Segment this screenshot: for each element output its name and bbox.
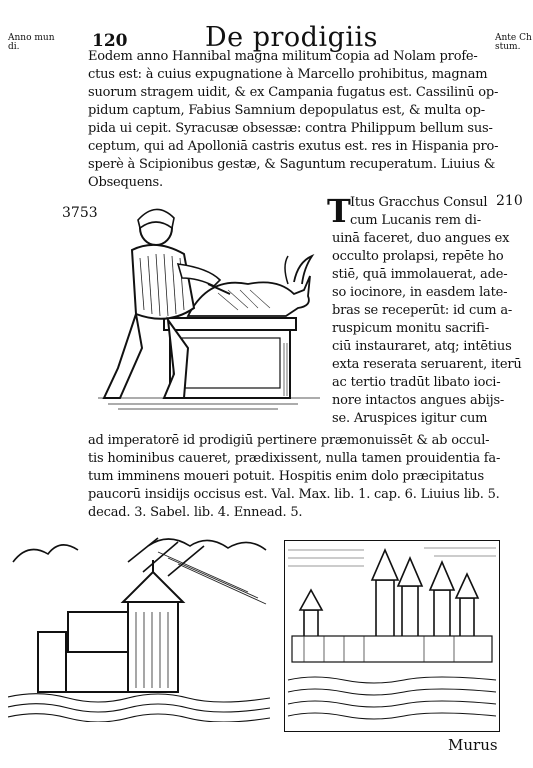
text-line: bras se receperūt: id cum a-	[332, 303, 513, 318]
text-line: suorum stragem uidit, & ex Campania fugatus est. Cassilinū op-	[88, 85, 499, 100]
text-line: se. Aruspices igitur cum	[332, 411, 488, 426]
page-title: De prodigiis	[205, 22, 378, 53]
text-line: tis hominibus caueret, prædixissent, nulla tamen prouidentia fa-	[88, 451, 501, 466]
sacrifice-woodcut-image	[98, 198, 320, 413]
text-line: occulto prolapsi, repēte ho	[332, 249, 504, 264]
text-line: so iocinore, in easdem late-	[332, 285, 508, 300]
text-line: pida ui cepit. Syracusæ obsessæ: contra Philippum bellum sus-	[88, 121, 493, 136]
text-line: ctus est: à cuius expugnatione à Marcello prohibitus, magnam	[88, 67, 488, 82]
year-label-left-line2: di.	[8, 42, 20, 52]
paragraph-2-full-lines	[88, 432, 500, 522]
text-line: sperè à Scipionibus gestæ, & Saguntum recuperatum. Liuius &	[88, 157, 496, 172]
text-line: exta reserata seruarent, iterū	[332, 357, 522, 372]
text-line: nore intactos angues abijs-	[332, 393, 505, 408]
paragraph-2-right-column	[350, 194, 487, 230]
castle-woodcut-image	[8, 532, 270, 722]
city-woodcut-image	[284, 540, 500, 732]
year-label-right-line1: Ante Ch	[495, 33, 532, 43]
margin-year-210: 210	[496, 193, 523, 209]
text-line: paucorū insidijs occisus est. Val. Max. lib. 1. cap. 6. Liuius lib. 5.	[88, 487, 500, 502]
paragraph-1	[88, 48, 498, 192]
text-line: stiē, quā immolauerat, ade-	[332, 267, 508, 282]
year-label-left-line1: Anno mun	[8, 33, 55, 43]
text-line: ac tertio tradūt libato ioci-	[332, 375, 501, 390]
text-line: ceptum, qui ad Apolloniā castris exutus est. res in Hispania pro-	[88, 139, 499, 154]
dropcap-letter: T	[327, 192, 351, 230]
text-line: Itus Gracchus Consul	[350, 195, 488, 210]
text-line: ciū instauraret, atq; intētius	[332, 339, 512, 354]
caption-murus: Murus	[448, 736, 498, 754]
year-label-right-line2: stum.	[495, 42, 521, 52]
text-line: cum Lucanis rem di-	[350, 213, 481, 228]
text-line: tum imminens moueri potuit. Hospitis enim dolo præcipitatus	[88, 469, 484, 484]
margin-year-label-left	[8, 34, 55, 52]
text-line: ad imperatorē id prodigiū pertinere præmonuissēt & ab occul-	[88, 433, 490, 448]
text-line: pidum captum, Fabius Samnium depopulatus est, & multa op-	[88, 103, 485, 118]
text-line: Obsequens.	[88, 175, 163, 190]
text-line: uinā faceret, duo angues ex	[332, 231, 510, 246]
page-number: 120	[92, 31, 128, 51]
text-line: ruspicum monitu sacrifi-	[332, 321, 489, 336]
text-line: decad. 3. Sabel. lib. 4. Ennead. 5.	[88, 505, 303, 520]
text-line: Eodem anno Hannibal magna militum copia ad Nolam profe-	[88, 49, 478, 64]
margin-year-3753: 3753	[62, 205, 98, 221]
margin-year-label-right	[495, 34, 532, 52]
paragraph-2-right-column-cont	[332, 230, 522, 428]
